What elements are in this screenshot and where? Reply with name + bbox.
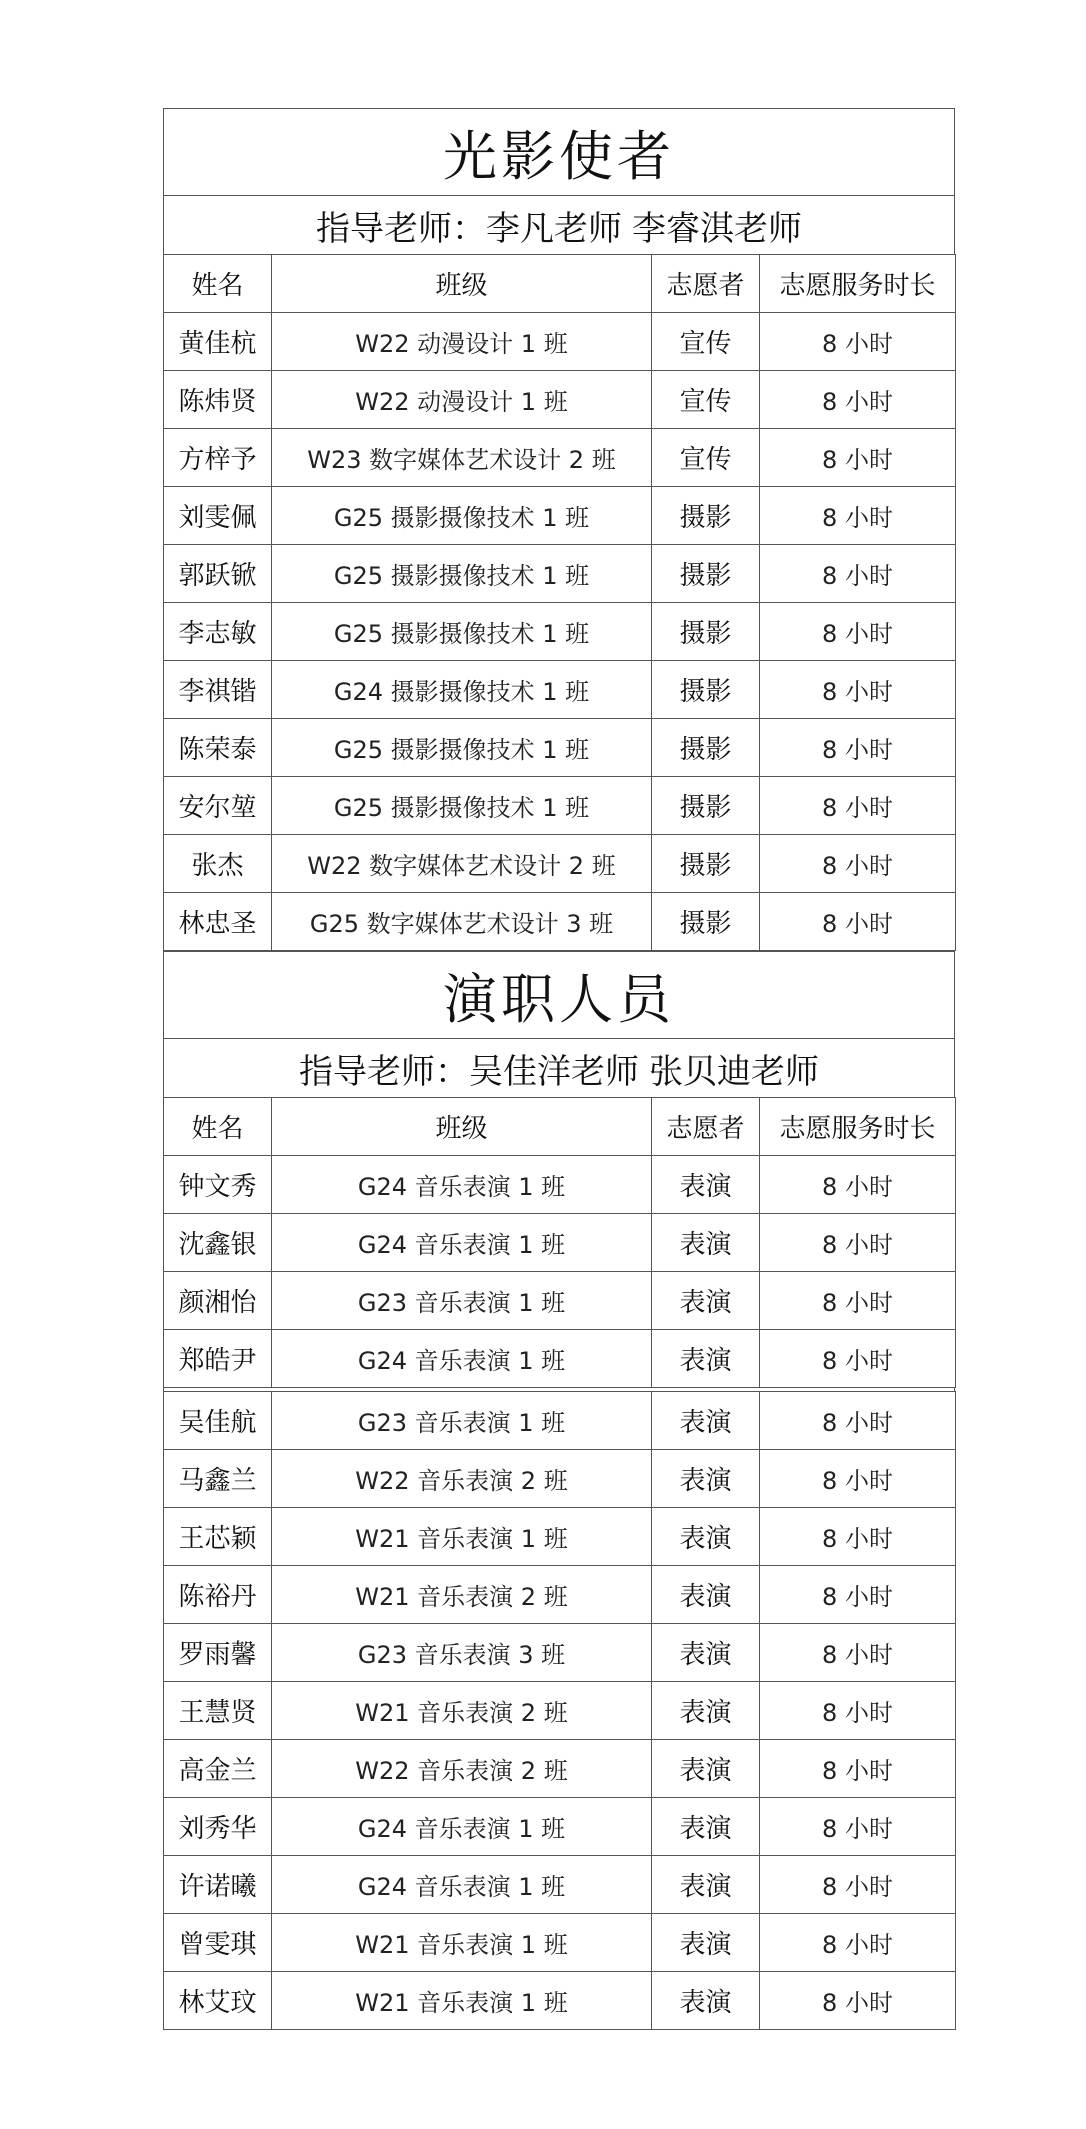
cell-class: W21 音乐表演 1 班 bbox=[272, 1972, 652, 2030]
cell-role: 摄影 bbox=[652, 777, 760, 835]
cell-class: G24 音乐表演 1 班 bbox=[272, 1798, 652, 1856]
cell-name: 陈炜贤 bbox=[164, 371, 272, 429]
cell-class: W22 音乐表演 2 班 bbox=[272, 1740, 652, 1798]
cell-name: 王芯颖 bbox=[164, 1508, 272, 1566]
cell-name: 刘秀华 bbox=[164, 1798, 272, 1856]
cell-name: 王慧贤 bbox=[164, 1682, 272, 1740]
cell-name: 林忠圣 bbox=[164, 893, 272, 951]
cell-class: G23 音乐表演 3 班 bbox=[272, 1624, 652, 1682]
column-header: 姓名 bbox=[164, 255, 272, 313]
cell-name: 罗雨馨 bbox=[164, 1624, 272, 1682]
table-row bbox=[164, 545, 956, 603]
table-row bbox=[164, 1156, 956, 1214]
cell-name: 颜湘怡 bbox=[164, 1272, 272, 1330]
table-row bbox=[164, 1856, 956, 1914]
cell-role: 摄影 bbox=[652, 603, 760, 661]
cell-hours: 8 小时 bbox=[760, 1972, 956, 2030]
cell-class: G24 音乐表演 1 班 bbox=[272, 1156, 652, 1214]
column-header: 志愿者 bbox=[652, 255, 760, 313]
cell-hours: 8 小时 bbox=[760, 1508, 956, 1566]
column-header: 班级 bbox=[272, 1098, 652, 1156]
cell-hours: 8 小时 bbox=[760, 777, 956, 835]
roster-table-continued bbox=[163, 1391, 956, 2030]
table-row bbox=[164, 1450, 956, 1508]
cell-hours: 8 小时 bbox=[760, 1856, 956, 1914]
table-row bbox=[164, 1508, 956, 1566]
cell-class: G25 摄影摄像技术 1 班 bbox=[272, 719, 652, 777]
cell-name: 郑皓尹 bbox=[164, 1330, 272, 1388]
table-row bbox=[164, 719, 956, 777]
cell-class: G24 音乐表演 1 班 bbox=[272, 1214, 652, 1272]
cell-hours: 8 小时 bbox=[760, 1798, 956, 1856]
cell-role: 摄影 bbox=[652, 545, 760, 603]
cell-role: 表演 bbox=[652, 1972, 760, 2030]
cell-class: G24 摄影摄像技术 1 班 bbox=[272, 661, 652, 719]
cell-role: 摄影 bbox=[652, 661, 760, 719]
cell-role: 摄影 bbox=[652, 719, 760, 777]
cell-role: 表演 bbox=[652, 1272, 760, 1330]
table-row bbox=[164, 1392, 956, 1450]
column-header: 志愿服务时长 bbox=[760, 1098, 956, 1156]
cell-name: 许诺曦 bbox=[164, 1856, 272, 1914]
cell-class: G25 摄影摄像技术 1 班 bbox=[272, 545, 652, 603]
cell-hours: 8 小时 bbox=[760, 893, 956, 951]
cell-role: 宣传 bbox=[652, 371, 760, 429]
cell-hours: 8 小时 bbox=[760, 1330, 956, 1388]
table-row bbox=[164, 1566, 956, 1624]
cell-class: W21 音乐表演 2 班 bbox=[272, 1682, 652, 1740]
cell-name: 曾雯琪 bbox=[164, 1914, 272, 1972]
cell-name: 刘雯佩 bbox=[164, 487, 272, 545]
cell-class: W21 音乐表演 1 班 bbox=[272, 1508, 652, 1566]
cell-name: 沈鑫银 bbox=[164, 1214, 272, 1272]
cell-role: 表演 bbox=[652, 1624, 760, 1682]
cell-name: 陈裕丹 bbox=[164, 1566, 272, 1624]
cell-hours: 8 小时 bbox=[760, 1156, 956, 1214]
column-header: 姓名 bbox=[164, 1098, 272, 1156]
cell-hours: 8 小时 bbox=[760, 1392, 956, 1450]
advisor-line bbox=[163, 195, 955, 254]
cell-role: 表演 bbox=[652, 1856, 760, 1914]
cell-hours: 8 小时 bbox=[760, 1566, 956, 1624]
table-row bbox=[164, 603, 956, 661]
cell-hours: 8 小时 bbox=[760, 719, 956, 777]
cell-role: 摄影 bbox=[652, 835, 760, 893]
table-header-row bbox=[164, 1098, 956, 1156]
cell-class: G24 音乐表演 1 班 bbox=[272, 1856, 652, 1914]
cell-class: G25 数字媒体艺术设计 3 班 bbox=[272, 893, 652, 951]
cell-class: G25 摄影摄像技术 1 班 bbox=[272, 487, 652, 545]
advisor-extra: 张贝迪老师 bbox=[649, 1051, 819, 1092]
cell-name: 陈荣泰 bbox=[164, 719, 272, 777]
volunteer-roster bbox=[163, 108, 955, 2030]
cell-name: 吴佳航 bbox=[164, 1392, 272, 1450]
cell-hours: 8 小时 bbox=[760, 1214, 956, 1272]
advisor-extra: 李睿淇老师 bbox=[632, 208, 802, 249]
advisor-label: 指导老师：李凡老师 bbox=[316, 208, 622, 249]
cell-role: 表演 bbox=[652, 1156, 760, 1214]
table-row bbox=[164, 313, 956, 371]
cell-hours: 8 小时 bbox=[760, 371, 956, 429]
cell-class: G24 音乐表演 1 班 bbox=[272, 1330, 652, 1388]
table-header-row bbox=[164, 255, 956, 313]
advisor-line bbox=[163, 1038, 955, 1097]
cell-name: 张杰 bbox=[164, 835, 272, 893]
table-row bbox=[164, 661, 956, 719]
cell-hours: 8 小时 bbox=[760, 545, 956, 603]
cell-name: 安尔堃 bbox=[164, 777, 272, 835]
cell-class: W21 音乐表演 1 班 bbox=[272, 1914, 652, 1972]
column-header: 志愿服务时长 bbox=[760, 255, 956, 313]
table-row bbox=[164, 371, 956, 429]
cell-role: 表演 bbox=[652, 1214, 760, 1272]
table-row bbox=[164, 1740, 956, 1798]
cell-hours: 8 小时 bbox=[760, 429, 956, 487]
cell-hours: 8 小时 bbox=[760, 1914, 956, 1972]
roster-table bbox=[163, 254, 956, 951]
table-row bbox=[164, 1682, 956, 1740]
table-row bbox=[164, 893, 956, 951]
cell-class: G23 音乐表演 1 班 bbox=[272, 1392, 652, 1450]
cell-role: 摄影 bbox=[652, 893, 760, 951]
cell-hours: 8 小时 bbox=[760, 1740, 956, 1798]
cell-class: W22 音乐表演 2 班 bbox=[272, 1450, 652, 1508]
column-header: 班级 bbox=[272, 255, 652, 313]
table-row bbox=[164, 1272, 956, 1330]
cell-hours: 8 小时 bbox=[760, 603, 956, 661]
cell-name: 方梓予 bbox=[164, 429, 272, 487]
advisor-label: 指导老师：吴佳洋老师 bbox=[299, 1051, 639, 1092]
cell-role: 表演 bbox=[652, 1330, 760, 1388]
roster-table bbox=[163, 1097, 956, 1388]
table-row bbox=[164, 1914, 956, 1972]
cell-role: 表演 bbox=[652, 1914, 760, 1972]
cell-role: 宣传 bbox=[652, 313, 760, 371]
cell-role: 表演 bbox=[652, 1798, 760, 1856]
cell-class: G25 摄影摄像技术 1 班 bbox=[272, 603, 652, 661]
table-row bbox=[164, 1330, 956, 1388]
cell-hours: 8 小时 bbox=[760, 1624, 956, 1682]
cell-hours: 8 小时 bbox=[760, 835, 956, 893]
cell-role: 宣传 bbox=[652, 429, 760, 487]
table-row bbox=[164, 1214, 956, 1272]
cell-hours: 8 小时 bbox=[760, 1272, 956, 1330]
cell-class: G25 摄影摄像技术 1 班 bbox=[272, 777, 652, 835]
cell-hours: 8 小时 bbox=[760, 487, 956, 545]
cell-role: 表演 bbox=[652, 1450, 760, 1508]
cell-class: W21 音乐表演 2 班 bbox=[272, 1566, 652, 1624]
cell-hours: 8 小时 bbox=[760, 661, 956, 719]
column-header: 志愿者 bbox=[652, 1098, 760, 1156]
cell-hours: 8 小时 bbox=[760, 1682, 956, 1740]
table-row bbox=[164, 1798, 956, 1856]
table-row bbox=[164, 835, 956, 893]
cell-role: 表演 bbox=[652, 1508, 760, 1566]
cell-role: 摄影 bbox=[652, 487, 760, 545]
cell-role: 表演 bbox=[652, 1682, 760, 1740]
cell-class: W22 动漫设计 1 班 bbox=[272, 313, 652, 371]
cell-name: 高金兰 bbox=[164, 1740, 272, 1798]
section-title: 光影使者 bbox=[163, 108, 955, 195]
cell-name: 李志敏 bbox=[164, 603, 272, 661]
table-row bbox=[164, 429, 956, 487]
table-row bbox=[164, 1972, 956, 2030]
cell-hours: 8 小时 bbox=[760, 313, 956, 371]
cell-name: 林艾玟 bbox=[164, 1972, 272, 2030]
cell-name: 钟文秀 bbox=[164, 1156, 272, 1214]
section-title: 演职人员 bbox=[163, 951, 955, 1038]
cell-name: 马鑫兰 bbox=[164, 1450, 272, 1508]
cell-name: 黄佳杭 bbox=[164, 313, 272, 371]
table-row bbox=[164, 777, 956, 835]
cell-class: G23 音乐表演 1 班 bbox=[272, 1272, 652, 1330]
cell-name: 郭跃锨 bbox=[164, 545, 272, 603]
cell-role: 表演 bbox=[652, 1566, 760, 1624]
cell-class: W23 数字媒体艺术设计 2 班 bbox=[272, 429, 652, 487]
cell-role: 表演 bbox=[652, 1740, 760, 1798]
cell-class: W22 数字媒体艺术设计 2 班 bbox=[272, 835, 652, 893]
cell-class: W22 动漫设计 1 班 bbox=[272, 371, 652, 429]
cell-hours: 8 小时 bbox=[760, 1450, 956, 1508]
table-row bbox=[164, 1624, 956, 1682]
table-row bbox=[164, 487, 956, 545]
cell-name: 李祺锴 bbox=[164, 661, 272, 719]
cell-role: 表演 bbox=[652, 1392, 760, 1450]
